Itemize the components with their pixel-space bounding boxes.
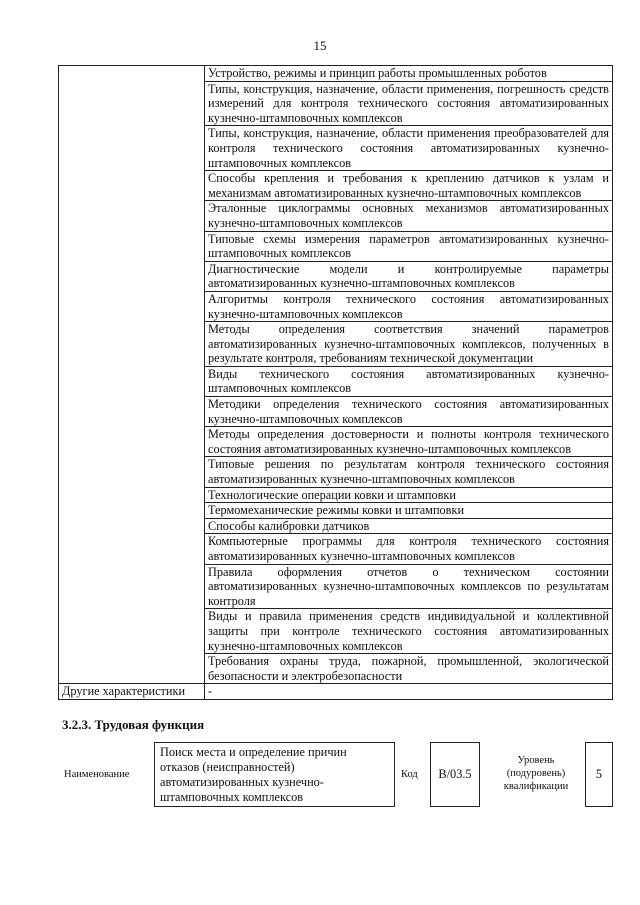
knowledge-item: Методы определения достоверности и полноты контроля технического состояния автоматизированных кузнечно-штамповочных комплексов <box>205 427 613 457</box>
section-heading: 3.2.3. Трудовая функция <box>62 717 205 732</box>
knowledge-item: Правила оформления отчетов о техническом состоянии автоматизированных кузнечно-штамповочных комплексов по результатам контроля <box>205 564 613 609</box>
knowledge-label-cell <box>59 66 205 684</box>
knowledge-item: Технологические операции ковки и штамповки <box>205 487 613 503</box>
knowledge-item: Типы, конструкция, назначение, области применения преобразователей для контроля технического состояния автоматизированных кузнечно-штамповочных комплексов <box>205 126 613 171</box>
qualification-level-label: Уровень (подуровень) квалификации <box>503 755 569 792</box>
knowledge-item: Виды и правила применения средств индивидуальной и коллективной защиты при контроле технического состояния автоматизированных кузнечно-штамповочных комплексов <box>205 609 613 654</box>
qualification-level-box: 5 <box>585 742 613 807</box>
knowledge-item: Виды технического состояния автоматизированных кузнечно-штамповочных комплексов <box>205 366 613 396</box>
knowledge-item: Типовые схемы измерения параметров автоматизированных кузнечно-штамповочных комплексов <box>205 231 613 261</box>
knowledge-item: Способы калибровки датчиков <box>205 518 613 534</box>
page-number: 15 <box>313 38 327 53</box>
knowledge-item: Способы крепления и требования к креплению датчиков к узлам и механизмам автоматизированных кузнечно-штамповочных комплексов <box>205 171 613 201</box>
other-characteristics-label: Другие характеристики <box>59 684 205 700</box>
knowledge-item: Типы, конструкция, назначение, области применения, погрешность средств измерений для контроля технического состояния автоматизированных кузнечно-штамповочных комплексов <box>205 81 613 126</box>
other-characteristics-value: - <box>205 684 613 700</box>
function-code-box: B/03.5 <box>430 742 480 807</box>
knowledge-item: Диагностические модели и контролируемые параметры автоматизированных кузнечно-штамповочных комплексов <box>205 261 613 291</box>
knowledge-item: Компьютерные программы для контроля технического состояния автоматизированных кузнечно-штамповочных комплексов <box>205 534 613 564</box>
name-label: Наименование <box>64 769 130 780</box>
knowledge-item: Типовые решения по результатам контроля технического состояния автоматизированных кузнечно-штамповочных комплексов <box>205 457 613 487</box>
knowledge-item: Алгоритмы контроля технического состояния автоматизированных кузнечно-штамповочных комплексов <box>205 291 613 321</box>
knowledge-table <box>58 65 613 700</box>
knowledge-item: Методы определения соответствия значений параметров автоматизированных кузнечно-штамповочных комплексов, полученных в результате контроля, требованиям технической документации <box>205 322 613 367</box>
table-row <box>59 66 613 82</box>
knowledge-item: Требования охраны труда, пожарной, промышленной, экологической безопасности и электробезопасности <box>205 654 613 684</box>
knowledge-item: Эталонные циклограммы основных механизмов автоматизированных кузнечно-штамповочных комплексов <box>205 201 613 231</box>
code-label: Код <box>401 769 418 780</box>
knowledge-item: Термомеханические режимы ковки и штамповки <box>205 503 613 519</box>
table-row <box>59 684 613 700</box>
knowledge-item: Устройство, режимы и принцип работы промышленных роботов <box>205 66 613 82</box>
knowledge-item: Методики определения технического состояния автоматизированных кузнечно-штамповочных комплексов <box>205 397 613 427</box>
function-name-box: Поиск места и определение причин отказов (неисправностей) автоматизированных кузнечно-штамповочных комплексов <box>154 742 395 807</box>
